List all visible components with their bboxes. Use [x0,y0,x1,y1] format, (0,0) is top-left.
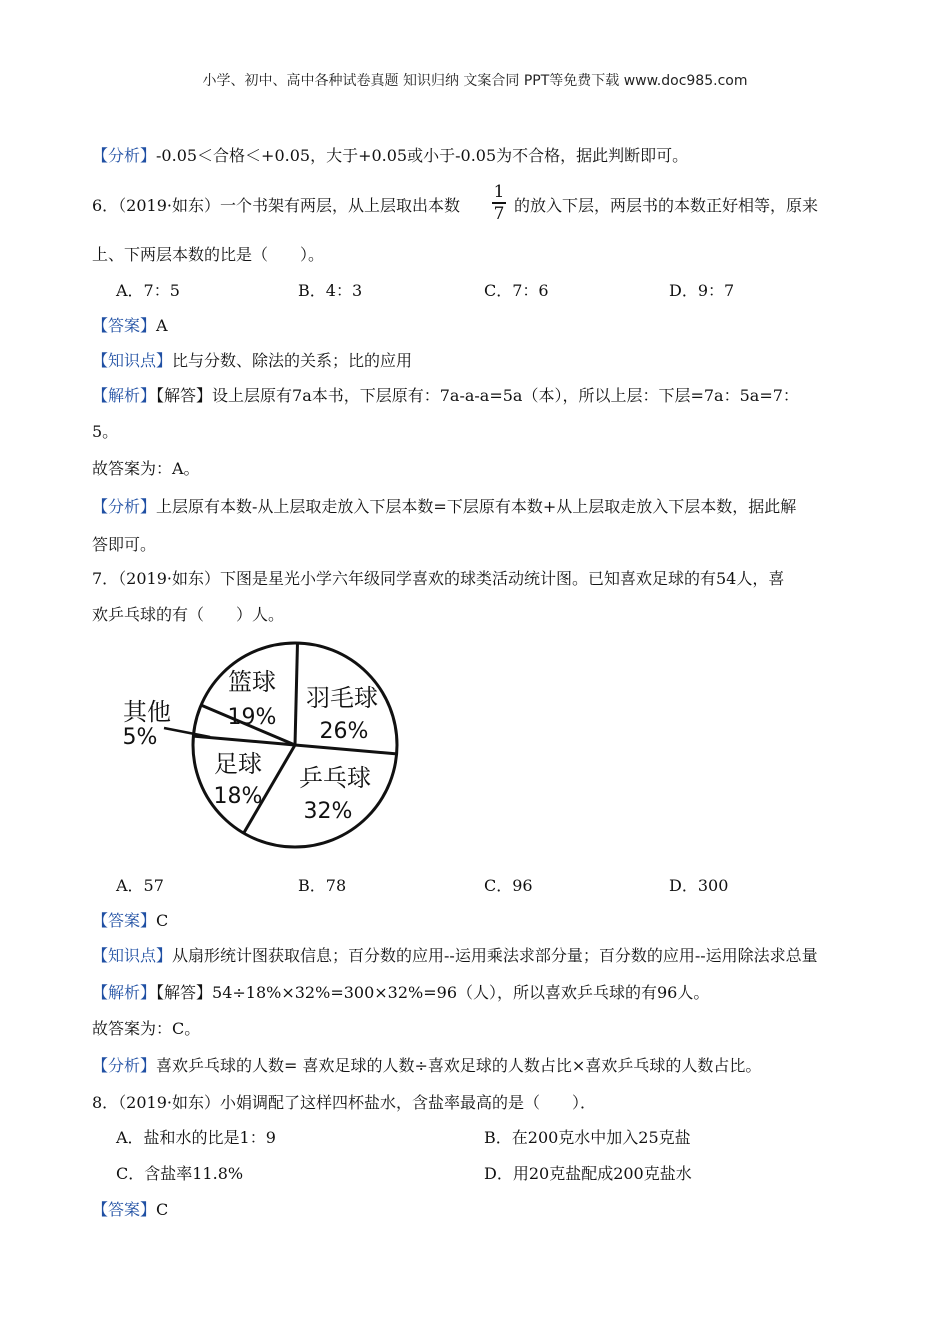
q6-answer-value: A [156,316,168,335]
q7-option-c: C．96 [484,876,533,895]
q6-stem-line-2: 上、下两层本数的比是（ ）。 [92,245,325,264]
analysis-tag: 【分析】 [92,1056,157,1075]
q7-analysis-text: 喜欢乒乓球的人数= 喜欢足球的人数÷喜欢足球的人数占比×喜欢乒乓球的人数占比。 [156,1056,762,1075]
q6-fraction-numerator: 1 [493,182,505,202]
q7-knowledge-text: 从扇形统计图获取信息；百分数的应用--运用乘法求部分量；百分数的应用--运用除法求总量 [172,946,818,965]
q6-fraction-denominator: 7 [493,203,505,224]
pie-group [193,643,397,847]
q8-option-b: B．在200克水中加入25克盐 [484,1128,691,1147]
q6-fraction [492,183,506,223]
pie-slice-percent: 32% [303,799,353,824]
pie-slice-percent: 26% [319,719,369,744]
q7-answer-value: C [156,911,169,930]
q6-stem-line-1 [92,195,460,217]
q5-analysis [92,145,688,167]
q7-pie-chart [112,640,432,860]
pie-slice-label: 羽毛球 [306,684,378,712]
q5-analysis-text: -0.05＜合格＜+0.05，大于+0.05或小于-0.05为不合格，据此判断即可。 [156,146,689,165]
answer-tag: 【答案】 [92,316,157,335]
pie-slice-label: 乒乓球 [299,764,371,792]
analysis-tag: 【分析】 [92,497,157,516]
q6-stem-line-1b [514,195,818,217]
q8-option-c: C．含盐率11.8% [116,1164,244,1183]
pie-slice-label: 其他 [123,698,171,726]
q7-explain-text: 【解答】54÷18%×32%=300×32%=96（人），所以喜欢乒乓球的有96人。 [156,983,710,1002]
q6-stem-part-1: 6．（2019·如东）一个书架有两层，从上层取出本数 [92,196,460,215]
q7-option-b: B．78 [298,876,347,895]
q6-stem-part-2: 的放入下层，两层书的本数正好相等，原来 [514,196,819,215]
q8-stem: 8．（2019·如东）小娟调配了这样四杯盐水，含盐率最高的是（ ）． [92,1093,596,1112]
q7-knowledge [92,945,818,967]
q6-analysis-cont: 答即可。 [92,535,157,554]
q7-stem-line-2: 欢乒乓球的有（ ）人。 [92,605,285,624]
page-header: 小学、初中、高中各种试卷真题 知识归纳 文案合同 PPT等免费下载 www.doc985.com [202,73,748,89]
q7-option-d: D．300 [669,876,729,895]
q7-explain [92,982,709,1004]
q6-knowledge-text: 比与分数、除法的关系；比的应用 [172,351,413,370]
q6-knowledge [92,350,412,372]
q7-answer [92,910,168,932]
q6-analysis-text: 上层原有本数-从上层取走放入下层本数=下层原有本数+从上层取走放入下层本数，据此解 [156,497,797,516]
pie-slice-label: 篮球 [228,668,276,696]
q7-final: 故答案为：C。 [92,1019,201,1038]
q6-option-b: B．4：3 [298,281,363,300]
q8-option-a: A．盐和水的比是1：9 [116,1128,276,1147]
q6-option-a: A．7：5 [116,281,180,300]
answer-tag: 【答案】 [92,911,157,930]
q6-final: 故答案为：A。 [92,459,200,478]
pie-slice-percent: 5% [122,725,158,750]
q6-analysis [92,496,796,518]
q6-explain [92,385,799,407]
pie-slice-label: 足球 [214,750,262,778]
q7-option-a: A．57 [116,876,164,895]
q8-answer-value: C [156,1200,169,1219]
q6-answer [92,315,168,337]
answer-tag: 【答案】 [92,1200,157,1219]
q6-option-d: D．9：7 [669,281,735,300]
q7-stem-line-1: 7．（2019·如东）下图是星光小学六年级同学喜欢的球类活动统计图。已知喜欢足球的有54人，喜 [92,569,785,588]
q6-explain-text: 【解答】设上层原有7a本书，下层原有：7a-a-a=5a（本），所以上层：下层=7a：5a=7： [156,386,799,405]
analysis-tag: 【分析】 [92,146,157,165]
pie-slice-percent: 19% [227,705,277,730]
explain-tag: 【解析】 [92,983,157,1002]
knowledge-tag: 【知识点】 [92,946,173,965]
q8-option-d: D．用20克盐配成200克盐水 [484,1164,692,1183]
q7-analysis [92,1055,761,1077]
knowledge-tag: 【知识点】 [92,351,173,370]
pie-slice-percent: 18% [213,784,263,809]
q6-explain-cont: 5。 [92,422,119,441]
q8-answer [92,1199,168,1221]
explain-tag: 【解析】 [92,386,157,405]
q6-option-c: C．7：6 [484,281,549,300]
